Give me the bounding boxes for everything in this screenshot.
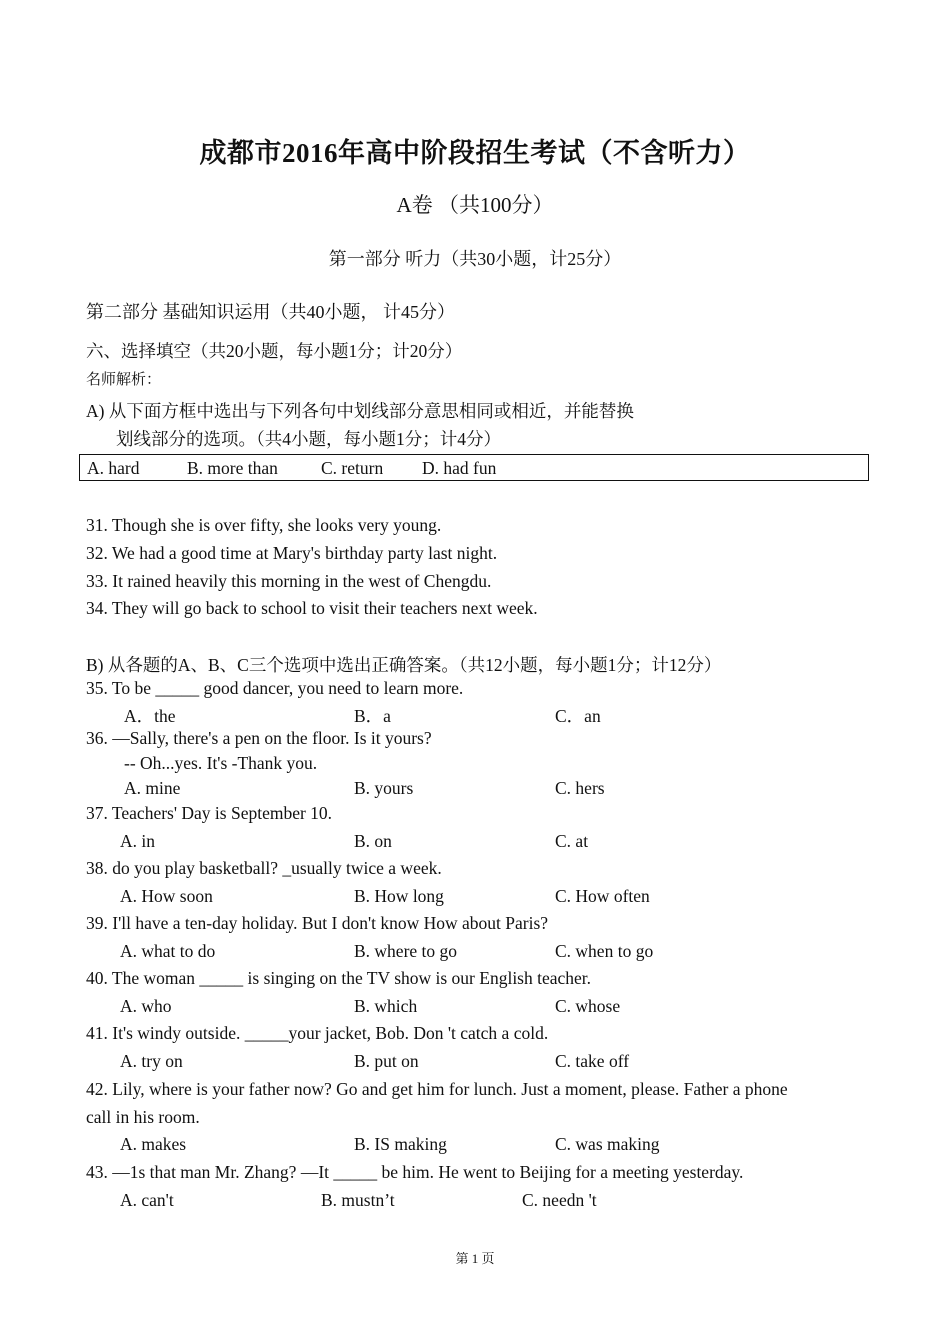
question-42-stem-line2: call in his room.: [86, 1107, 200, 1127]
question-38-option-c: C. How often: [555, 886, 650, 906]
question-38-option-a: A. How soon: [120, 886, 213, 906]
partA-instruction-line2: 划线部分的选项。（共4小题，每小题1分；计4分）: [116, 429, 501, 449]
question-39-option-a: A. what to do: [120, 941, 216, 961]
question-40-stem: 40. The woman _____ is singing on the TV show is our English teacher.: [86, 968, 592, 988]
question-37-option-b: B. on: [354, 831, 392, 851]
question-39-option-b: B. where to go: [354, 941, 458, 961]
question-40-option-b: B. which: [354, 996, 418, 1016]
question-35-stem: 35. To be _____ good dancer, you need to learn more.: [86, 678, 464, 698]
question-39-stem: 39. I'll have a ten-day holiday. But I don't know How about Paris?: [86, 913, 549, 933]
question-43-option-b: B. mustn’t: [321, 1190, 395, 1210]
volume-heading: A卷 （共100分）: [396, 193, 554, 217]
question-35-option-a: A．the: [124, 706, 176, 726]
question-37-option-a: A. in: [120, 831, 155, 851]
sentence-33: 33. It rained heavily this morning in the west of Chengdu.: [86, 571, 492, 591]
question-38-option-b: B. How long: [354, 886, 444, 906]
question-35-option-b: B．a: [354, 706, 391, 726]
question-36-stem: 36. —Sally, there's a pen on the floor. Is it yours?: [86, 728, 432, 748]
question-41-stem: 41. It's windy outside. _____your jacket, Bob. Don 't catch a cold.: [86, 1023, 549, 1043]
question-39-option-c: C. when to go: [555, 941, 654, 961]
question-36-option-a: A. mine: [124, 778, 181, 798]
part1-heading: 第一部分 听力（共30小题，计25分）: [328, 249, 622, 269]
section6-title: 六、选择填空（共20小题，每小题1分；计20分）: [86, 341, 463, 361]
question-36-option-c: C. hers: [555, 778, 605, 798]
teacher-note-label: 名师解析：: [86, 372, 162, 388]
question-40-option-c: C. whose: [555, 996, 621, 1016]
question-43-stem: 43. —1s that man Mr. Zhang? —It _____ be him. He went to Beijing for a meeting yesterday.: [86, 1162, 744, 1182]
question-41-option-c: C. take off: [555, 1051, 630, 1071]
partB-instruction: B) 从各题的A、B、C三个选项中选出正确答案。（共12小题，每小题1分；计12分）: [86, 655, 722, 675]
question-40-option-a: A. who: [120, 996, 172, 1016]
page-number: 第 1 页: [455, 1251, 495, 1266]
box-option-a: A. hard: [87, 458, 140, 478]
box-option-b: B. more than: [187, 458, 278, 478]
question-43-option-c: C. needn 't: [522, 1190, 597, 1210]
partA-instruction-line1: A) 从下面方框中选出与下列各句中划线部分意思相同或相近，并能替换: [86, 401, 634, 421]
question-37-option-c: C. at: [555, 831, 589, 851]
question-36-option-b: B. yours: [354, 778, 414, 798]
question-41-option-b: B. put on: [354, 1051, 419, 1071]
options-box: [79, 454, 869, 481]
question-35-option-c: C．an: [555, 706, 601, 726]
box-option-d: D. had fun: [422, 458, 497, 478]
box-option-c: C. return: [321, 458, 384, 478]
question-36-stem-line2: -- Oh...yes. It's -Thank you.: [124, 753, 318, 773]
sentence-31: 31. Though she is over fifty, she looks very young.: [86, 515, 442, 535]
exam-title: 成都市2016年高中阶段招生考试（不含听力）: [199, 138, 751, 168]
question-41-option-a: A. try on: [120, 1051, 183, 1071]
question-42-option-c: C. was making: [555, 1134, 660, 1154]
question-42-option-b: B. IS making: [354, 1134, 447, 1154]
question-43-option-a: A. can't: [120, 1190, 174, 1210]
question-42-option-a: A. makes: [120, 1134, 187, 1154]
sentence-34: 34. They will go back to school to visit their teachers next week.: [86, 598, 538, 618]
sentence-32: 32. We had a good time at Mary's birthday party last night.: [86, 543, 498, 563]
question-37-stem: 37. Teachers' Day is September 10.: [86, 803, 333, 823]
question-38-stem: 38. do you play basketball? _usually twice a week.: [86, 858, 442, 878]
part2-heading: 第二部分 基础知识运用（共40小题， 计45分）: [86, 302, 455, 322]
question-42-stem: 42. Lily, where is your father now? Go and get him for lunch. Just a moment, please. Father a phone: [86, 1079, 788, 1099]
